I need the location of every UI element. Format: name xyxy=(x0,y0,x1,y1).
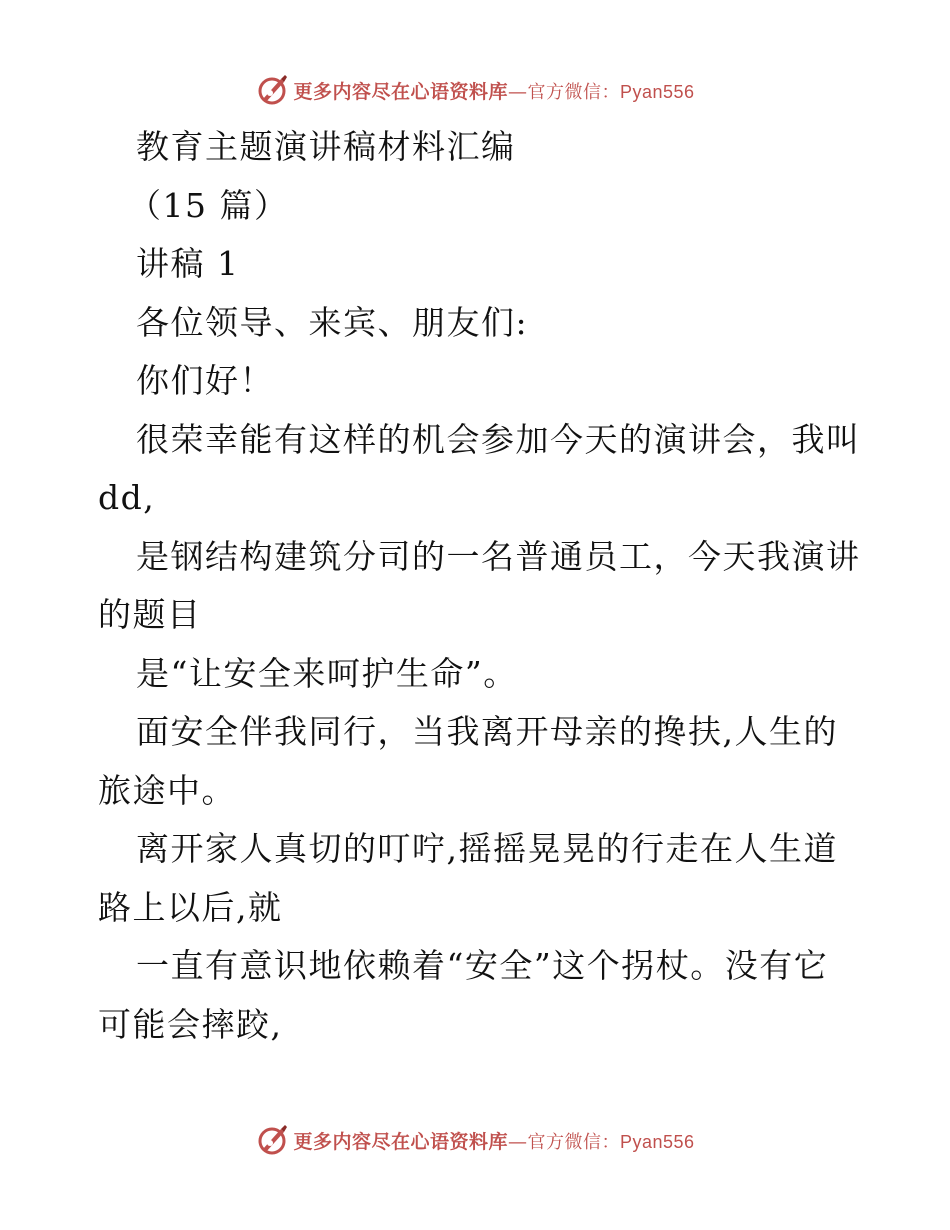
watermark-main-text: 更多内容尽在心语资料库 xyxy=(293,1130,508,1153)
paragraph-line: 你们好！ xyxy=(136,361,274,400)
paragraph-line: 是钢结构建筑分司的一名普通员工，今天我演讲 xyxy=(136,536,861,576)
paragraph-line: 旅途中。 xyxy=(98,770,236,810)
document-subtitle: （15 篇） xyxy=(128,185,289,225)
paragraph-line: 面安全伴我同行，当我离开母亲的搀扶,人生的 xyxy=(136,712,838,751)
paragraph-line: 是“让安全来呵护生命”。 xyxy=(136,653,518,693)
watermark-separator: — xyxy=(507,80,528,103)
watermark-main-text: 更多内容尽在心语资料库 xyxy=(293,80,508,103)
paragraph-line: 一直有意识地依赖着“安全”这个拐杖。没有它 xyxy=(136,946,829,985)
watermark-wechat-text: 官方微信：Pyan556 xyxy=(527,81,695,102)
footer-watermark xyxy=(0,1120,950,1160)
paragraph-line: 路上以后,就 xyxy=(98,887,283,927)
section-heading: 讲稿 1 xyxy=(136,244,240,283)
paragraph-line: 很荣幸能有这样的机会参加今天的演讲会，我叫 xyxy=(136,419,861,459)
paragraph-line: dd, xyxy=(98,478,156,517)
watermark-wechat-text: 官方微信：Pyan556 xyxy=(527,1131,695,1152)
paragraph-line: 各位领导、来宾、朋友们: xyxy=(136,302,529,342)
pen-logo-icon xyxy=(255,1123,289,1157)
paragraph-line: 离开家人真切的叮咛,摇摇晃晃的行走在人生道 xyxy=(136,829,838,868)
paragraph-line: 的题目 xyxy=(98,595,202,634)
document-title: 教育主题演讲稿材料汇编 xyxy=(136,127,516,166)
pen-logo-icon xyxy=(255,73,289,107)
header-watermark xyxy=(0,70,950,110)
document-body xyxy=(98,118,861,1054)
paragraph-line: 可能会摔跤, xyxy=(98,1004,283,1044)
watermark-separator: — xyxy=(507,1130,528,1153)
